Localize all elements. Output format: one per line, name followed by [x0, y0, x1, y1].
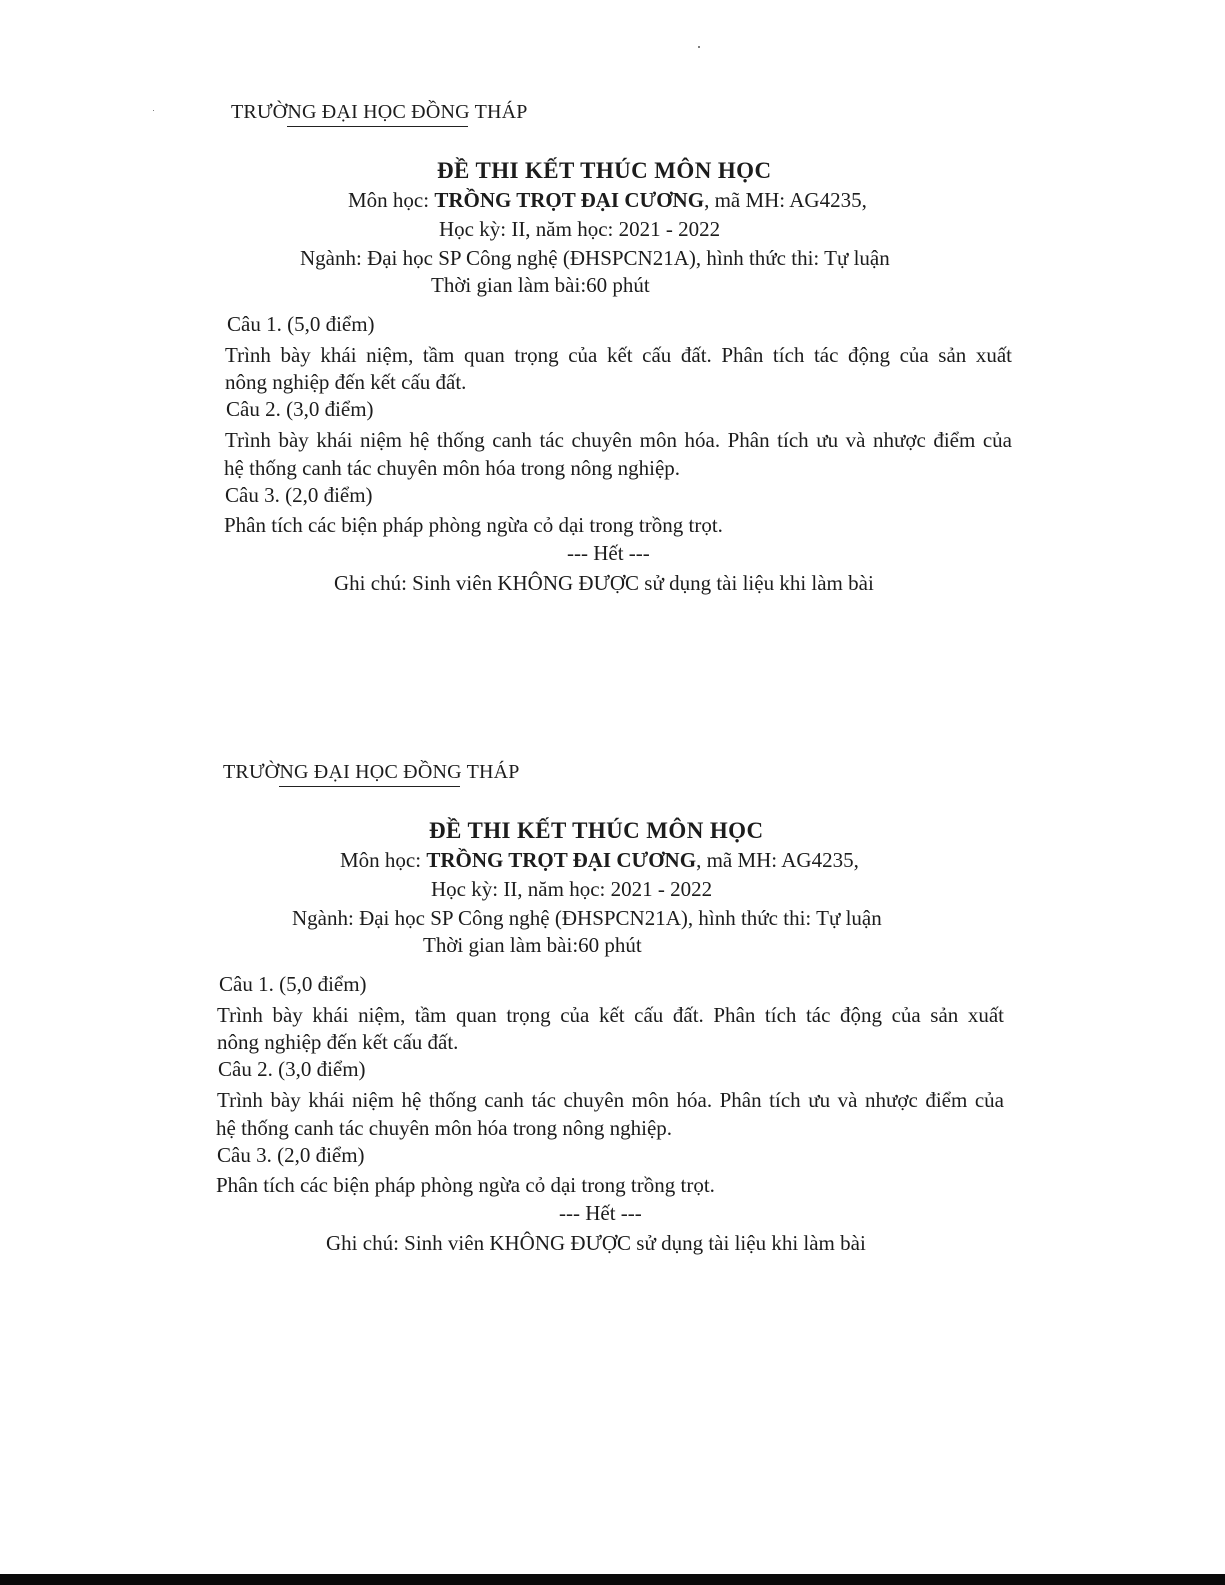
question-3-text-line-1: Phân tích các biện pháp phòng ngừa cỏ dại trong trồng trọt. [224, 513, 723, 537]
question-1-text-line-2: nông nghiệp đến kết cấu đất. [217, 1030, 459, 1054]
question-3-text-line-1: Phân tích các biện pháp phòng ngừa cỏ dại trong trồng trọt. [216, 1173, 715, 1197]
major-line: Ngành: Đại học SP Công nghệ (ĐHSPCN21A), hình thức thi: Tự luận [300, 246, 890, 270]
subject-prefix: Môn học: [340, 848, 427, 872]
question-2-text-line-2: hệ thống canh tác chuyên môn hóa trong nông nghiệp. [224, 456, 681, 480]
question-1-header: Câu 1. (5,0 điểm) [219, 972, 367, 996]
semester-line: Học kỳ: II, năm học: 2021 - 2022 [439, 217, 721, 241]
subject-suffix: , mã MH: AG4235, [704, 188, 867, 212]
semester-line: Học kỳ: II, năm học: 2021 - 2022 [431, 877, 713, 901]
exam-title: ĐỀ THI KẾT THÚC MÔN HỌC [429, 818, 764, 843]
question-3-header: Câu 3. (2,0 điểm) [225, 483, 373, 507]
question-2-text-line-1: Trình bày khái niệm hệ thống canh tác chuyên môn hóa. Phân tích ưu và nhược điểm của [225, 428, 1012, 452]
subject-name: TRỒNG TRỌT ĐẠI CƯƠNG [426, 848, 697, 872]
scan-speck [698, 46, 700, 48]
subject-line [340, 847, 859, 873]
question-2-header: Câu 2. (3,0 điểm) [218, 1057, 366, 1081]
scan-bottom-edge [0, 1574, 1225, 1585]
subject-name: TRỒNG TRỌT ĐẠI CƯƠNG [434, 188, 705, 212]
major-line: Ngành: Đại học SP Công nghệ (ĐHSPCN21A), hình thức thi: Tự luận [292, 906, 882, 930]
student-note: Ghi chú: Sinh viên KHÔNG ĐƯỢC sử dụng tài liệu khi làm bài [326, 1231, 866, 1255]
student-note: Ghi chú: Sinh viên KHÔNG ĐƯỢC sử dụng tài liệu khi làm bài [334, 571, 874, 595]
subject-suffix: , mã MH: AG4235, [696, 848, 859, 872]
subject-line [348, 187, 867, 213]
question-3-header: Câu 3. (2,0 điểm) [217, 1143, 365, 1167]
school-name-underline [287, 126, 468, 127]
school-name-underline [279, 786, 460, 787]
question-2-text-line-2: hệ thống canh tác chuyên môn hóa trong nông nghiệp. [216, 1116, 673, 1140]
question-2-header: Câu 2. (3,0 điểm) [226, 397, 374, 421]
school-name: TRƯỜNG ĐẠI HỌC ĐỒNG THÁP [223, 761, 520, 783]
end-mark: --- Hết --- [567, 541, 650, 565]
duration-line: Thời gian làm bài:60 phút [431, 273, 650, 297]
question-1-header: Câu 1. (5,0 điểm) [227, 312, 375, 336]
end-mark: --- Hết --- [559, 1201, 642, 1225]
exam-title: ĐỀ THI KẾT THÚC MÔN HỌC [437, 158, 772, 183]
school-name: TRƯỜNG ĐẠI HỌC ĐỒNG THÁP [231, 101, 528, 123]
question-1-text-line-2: nông nghiệp đến kết cấu đất. [225, 370, 467, 394]
question-1-text-line-1: Trình bày khái niệm, tầm quan trọng của kết cấu đất. Phân tích tác động của sản xuất [225, 343, 1012, 367]
scan-speck [153, 110, 154, 111]
duration-line: Thời gian làm bài:60 phút [423, 933, 642, 957]
question-2-text-line-1: Trình bày khái niệm hệ thống canh tác chuyên môn hóa. Phân tích ưu và nhược điểm của [217, 1088, 1004, 1112]
question-1-text-line-1: Trình bày khái niệm, tầm quan trọng của kết cấu đất. Phân tích tác động của sản xuất [217, 1003, 1004, 1027]
subject-prefix: Môn học: [348, 188, 435, 212]
